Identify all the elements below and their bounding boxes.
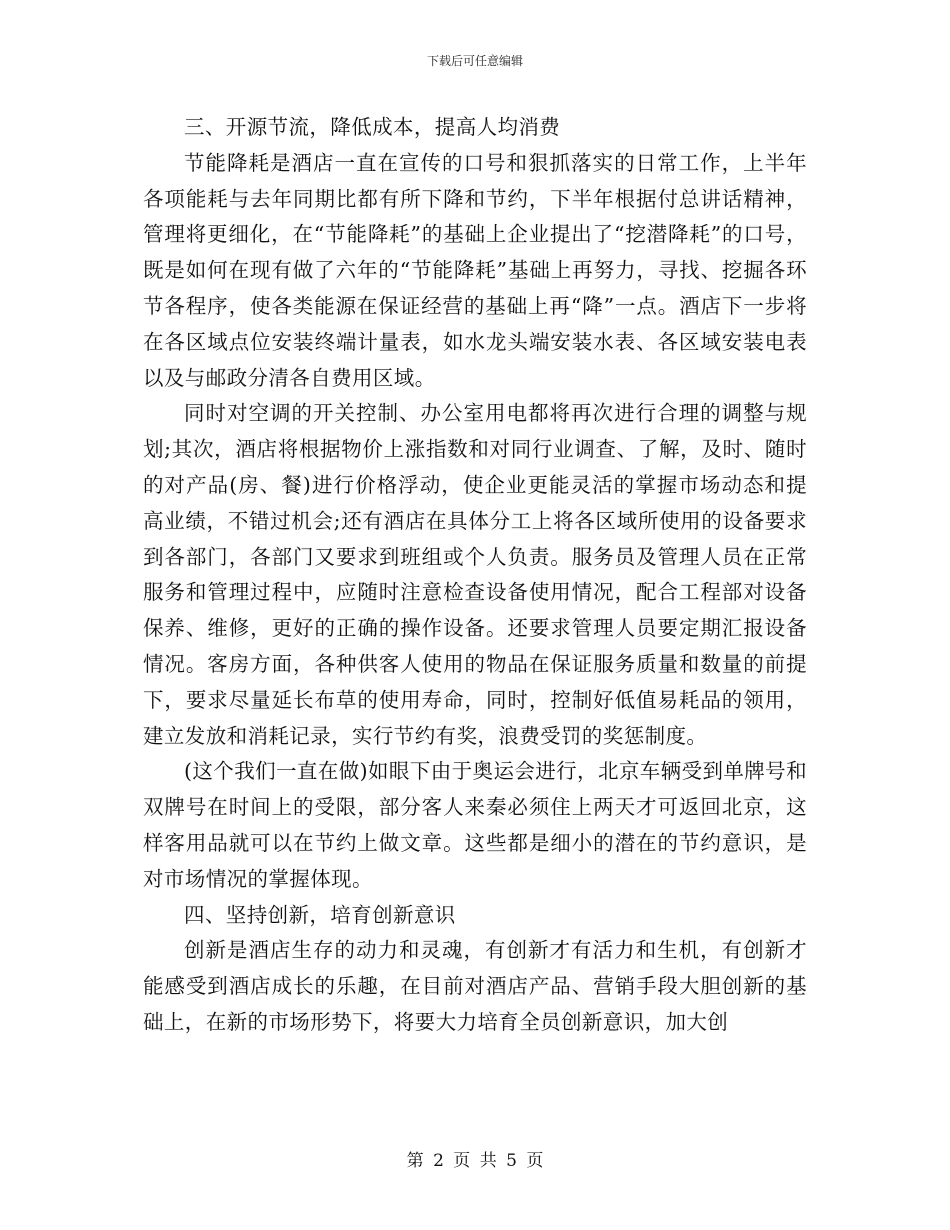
section-heading-4: 四、坚持创新，培育创新意识: [184, 902, 456, 927]
paragraph-olympics-example: (这个我们一直在做)如眼下由于奥运会进行，北京车辆受到单牌号和双牌号在时间上的受限，部分客人来秦必须住上两天才可返回北京，这样客用品就可以在节约上做文章。这些都是细小的潜在的节约意识，是对市场情况的掌握体现。: [143, 759, 807, 891]
document-body: [143, 110, 807, 1041]
page-header: 下载后可任意编辑: [426, 54, 523, 68]
paragraph-energy-saving: 节能降耗是酒店一直在宣传的口号和狠抓落实的日常工作，上半年各项能耗与去年同期比都有所下降和节约，下半年根据付总讲话精神，管理将更细化，在“节能降耗”的基础上企业提出了“挖潜降耗”的口号，既是如何在现有做了六年的“节能降耗”基础上再努力，寻找、挖掘各环节各程序，使各类能源在保证经营的基础上再“降”一点。酒店下一步将在各区域点位安装终端计量表，如水龙头端安装水表、各区域安装电表以及与邮政分清各自费用区域。: [143, 150, 807, 390]
page-footer: 第 2 页 共 5 页: [406, 1151, 544, 1171]
paragraph-equipment-control: 同时对空调的开关控制、办公室用电都将再次进行合理的调整与规划;其次，酒店将根据物价上涨指数和对同行业调查、了解，及时、随时的对产品(房、餐)进行价格浮动，使企业更能灵活的掌握市场动态和提高业绩，不错过机会;还有酒店在具体分工上将各区域所使用的设备要求到各部门，各部门又要求到班组或个人负责。服务员及管理人员在正常服务和管理过程中，应随时注意检查设备使用情况，配合工程部对设备保养、维修，更好的正确的操作设备。还要求管理人员要定期汇报设备情况。客房方面，各种供客人使用的物品在保证服务质量和数量的前提下，要求尽量延长布草的使用寿命，同时，控制好低值易耗品的领用，建立发放和消耗记录，实行节约有奖，浪费受罚的奖惩制度。: [143, 401, 807, 748]
paragraph-innovation: 创新是酒店生存的动力和灵魂，有创新才有活力和生机，有创新才能感受到酒店成长的乐趣，在目前对酒店产品、营销手段大胆创新的基础上，在新的市场形势下，将要大力培育全员创新意识，加大创: [143, 938, 807, 1034]
section-heading-3: 三、开源节流，降低成本，提高人均消费: [184, 115, 561, 139]
